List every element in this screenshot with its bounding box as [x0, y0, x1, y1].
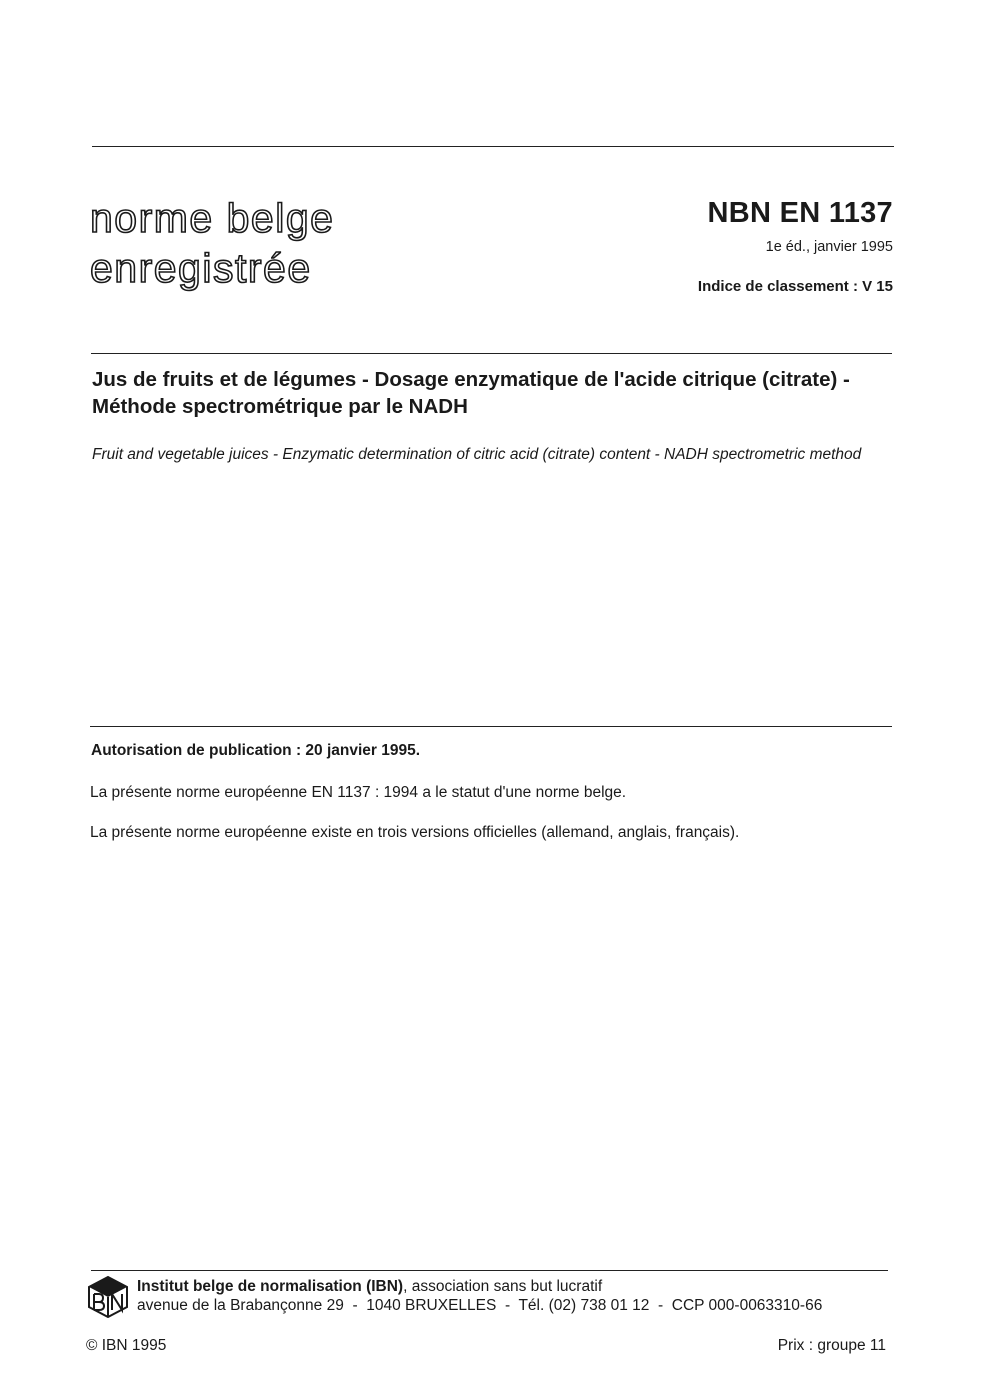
- institute-description: , association sans but lucratif: [403, 1278, 603, 1295]
- classification-index: Indice de classement : V 15: [697, 278, 893, 295]
- title-french: Jus de fruits et de légumes - Dosage enzymatique de l'acide citrique (citrate) - Méthode spectrométrique par le NADH: [92, 368, 850, 418]
- versions-paragraph: La présente norme européenne existe en trois versions officielles (allemand, anglais, français).: [90, 824, 740, 841]
- top-rule: [92, 146, 894, 147]
- price-group: Prix : groupe 11: [777, 1337, 886, 1354]
- institute-name: Institut belge de normalisation (IBN): [137, 1278, 404, 1295]
- copyright: © IBN 1995: [86, 1337, 167, 1354]
- status-paragraph: La présente norme européenne EN 1137 : 1994 a le statut d'une norme belge.: [90, 784, 627, 801]
- standard-number: NBN EN 1137: [707, 197, 893, 229]
- body-rule: [90, 726, 892, 727]
- footer-rule: [91, 1270, 888, 1271]
- ibn-logo-icon: [88, 1276, 128, 1318]
- brand-title-line-1: norme belge: [90, 195, 335, 241]
- brand-title-line-2: enregistrée: [90, 245, 312, 291]
- edition-date: 1e éd., janvier 1995: [765, 239, 893, 255]
- institute-info: [137, 1277, 822, 1315]
- title-english: Fruit and vegetable juices - Enzymatic determination of citric acid (citrate) content - NADH spectrometric method: [92, 446, 862, 463]
- publication-authorization: Autorisation de publication : 20 janvier 1995.: [91, 742, 421, 759]
- header-rule: [91, 353, 892, 354]
- institute-address: avenue de la Brabançonne 29 - 1040 BRUXELLES - Tél. (02) 738 01 12 - CCP 000-0063310-66: [137, 1297, 823, 1314]
- institute-line-1: [137, 1277, 822, 1296]
